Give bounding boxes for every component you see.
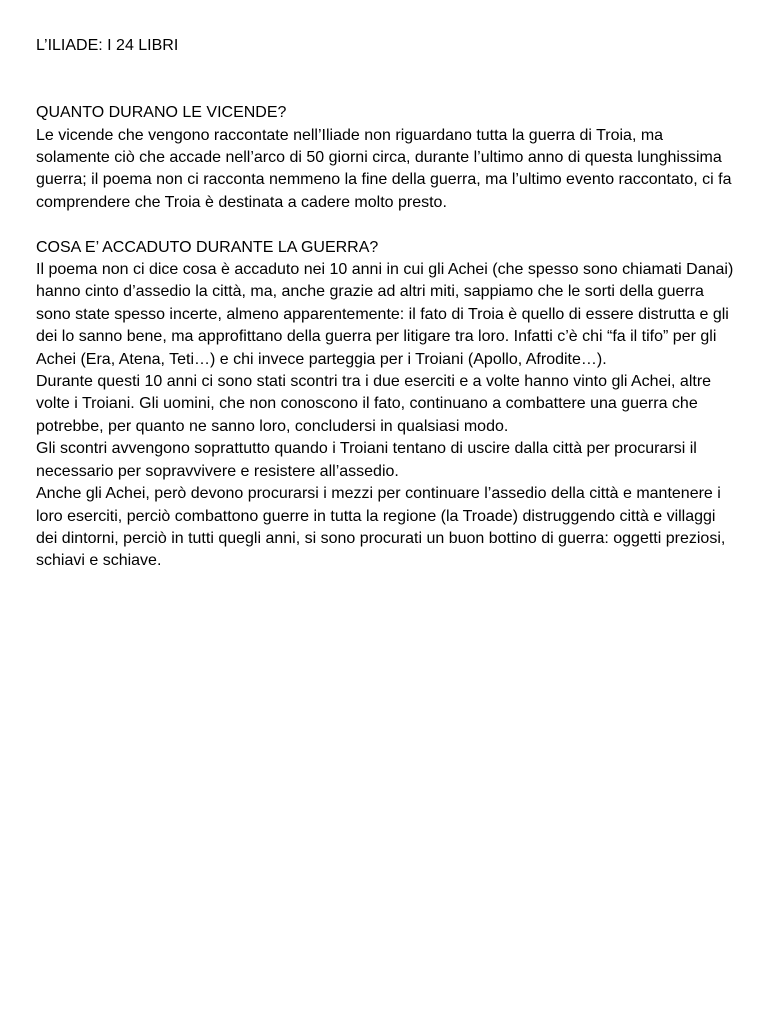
document-page [36,35,736,573]
paragraph: Il poema non ci dice cosa è accaduto nei 10 anni in cui gli Achei (che spesso sono chiamati Danai) hanno cinto d’assedio la città, ma, anche grazie ad altri miti, sappiamo che le sorti della guerra sono state spesso incerte, almeno apparentemente: il fato di Troia è quello di essere distrutta e gli dei lo sanno bene, ma approfittano della guerra per litigare tra loro. Infatti c’è chi “fa il tifo” per gli Achei (Era, Atena, Teti…) e chi invece parteggia per i Troiani (Apollo, Afrodite…). [36,261,734,368]
section-quanto-durano [36,102,736,214]
spacer [36,57,736,102]
document-title: L’ILIADE: I 24 LIBRI [36,37,179,54]
paragraph: Le vicende che vengono raccontate nell’Iliade non riguardano tutta la guerra di Troia, ma solamente ciò che accade nell’arco di 50 giorni circa, durante l’ultimo anno di questa lunghissima guerra; il poema non ci racconta nemmeno la fine della guerra, ma l’ultimo evento raccontato, ci fa comprendere che Troia è destinata a cadere molto presto. [36,126,732,211]
spacer [36,214,736,236]
section-heading: COSA E’ ACCADUTO DURANTE LA GUERRA? [36,238,379,256]
section-cosa-e-accaduto [36,237,736,573]
paragraph: Gli scontri avvengono soprattutto quando i Troiani tentano di uscire dalla città per procurarsi il necessario per sopravvivere e resistere all’assedio. [36,440,697,480]
paragraph: Anche gli Achei, però devono procurarsi i mezzi per continuare l’assedio della città e mantenere i loro eserciti, perciò combattono guerre in tutta la regione (la Troade) distruggendo città e villaggi dei dintorni, perciò in tutti quegli anni, si sono procurati un buon bottino di guerra: oggetti preziosi, schiavi e schiave. [36,485,726,570]
paragraph: Durante questi 10 anni ci sono stati scontri tra i due eserciti e a volte hanno vinto gli Achei, altre volte i Troiani. Gli uomini, che non conoscono il fato, continuano a combattere una guerra che potrebbe, per quanto ne sanno loro, concludersi in qualsiasi modo. [36,373,712,435]
section-heading: QUANTO DURANO LE VICENDE? [36,104,287,122]
